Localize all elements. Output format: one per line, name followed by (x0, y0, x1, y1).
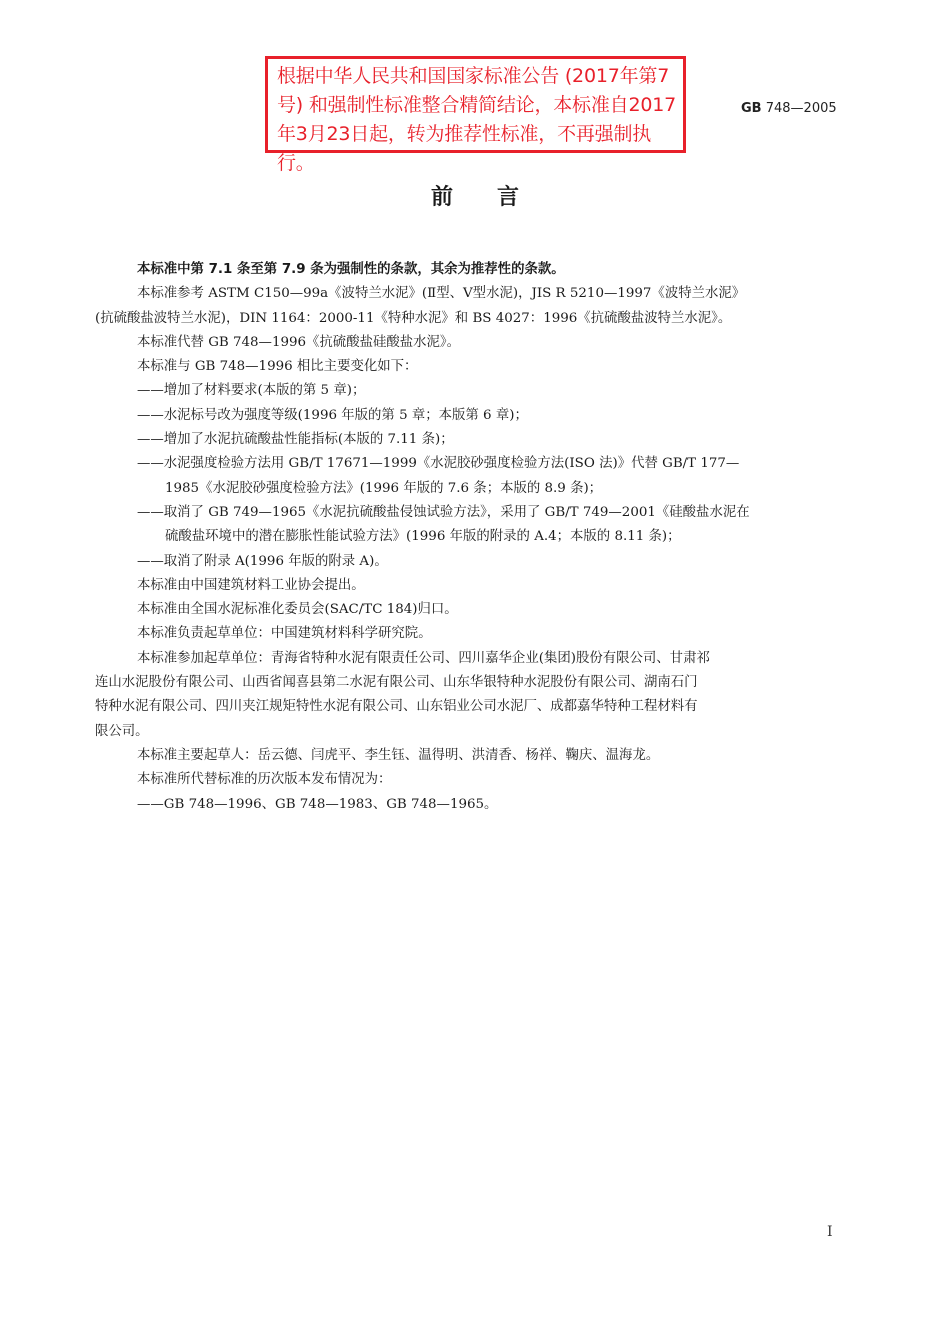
standard-number: 748—2005 (765, 101, 837, 116)
change-item-2: ——水泥标号改为强度等级(1996 年版的第 5 章；本版第 6 章)； (137, 407, 528, 423)
paragraph-changes-intro: 本标准与 GB 748—1996 相比主要变化如下： (137, 359, 418, 375)
paragraph-replaces: 本标准代替 GB 748—1996《抗硫酸盐硅酸盐水泥》。 (137, 334, 461, 350)
paragraph-history-intro: 本标准所代替标准的历次版本发布情况为： (137, 772, 392, 788)
paragraph-participating-units-line1: 本标准参加起草单位：青海省特种水泥有限责任公司、四川嘉华企业(集团)股份有限公司、甘肃祁 (137, 650, 710, 666)
change-item-3: ——增加了水泥抗硫酸盐性能指标(本版的 7.11 条)； (137, 432, 454, 448)
standard-prefix: GB (741, 101, 762, 116)
change-item-6: ——取消了附录 A(1996 年版的附录 A)。 (137, 553, 388, 569)
change-item-4-line1: ——水泥强度检验方法用 GB/T 17671—1999《水泥胶砂强度检验方法(ISO 法)》代替 GB/T 177— (137, 456, 740, 472)
paragraph-references-line2: (抗硫酸盐波特兰水泥)，DIN 1164：2000-11《特种水泥》和 BS 4027：1996《抗硫酸盐波特兰水泥》。 (95, 310, 732, 326)
foreword-body (95, 258, 843, 817)
paragraph-mandatory-clauses: 本标准中第 7.1 条至第 7.9 条为强制性的条款，其余为推荐性的条款。 (137, 262, 565, 277)
title-char-1: 前 (430, 185, 453, 210)
change-item-1: ——增加了材料要求(本版的第 5 章)； (137, 383, 366, 399)
change-item-4-line2: 1985《水泥胶砂强度检验方法》(1996 年版的 7.6 条；本版的 8.9 条)； (165, 480, 603, 496)
paragraph-participating-units-line3: 特种水泥有限公司、四川夹江规矩特性水泥有限公司、山东铝业公司水泥厂、成都嘉华特种工程材料有 (95, 699, 698, 715)
page-title (0, 180, 950, 211)
paragraph-drafting-unit: 本标准负责起草单位：中国建筑材料科学研究院。 (137, 626, 432, 642)
paragraph-drafters: 本标准主要起草人：岳云德、闫虎平、李生钰、温得明、洪清香、杨祥、鞠庆、温海龙。 (137, 747, 660, 763)
change-item-5-line1: ——取消了 GB 749—1965《水泥抗硫酸盐侵蚀试验方法》，采用了 GB/T 749—2001《硅酸盐水泥在 (137, 504, 750, 520)
paragraph-administered-by: 本标准由全国水泥标准化委员会(SAC/TC 184)归口。 (137, 602, 458, 618)
paragraph-participating-units-line2: 连山水泥股份有限公司、山西省闻喜县第二水泥有限公司、山东华银特种水泥股份有限公司、湖南石门 (95, 675, 698, 691)
page-number: I (827, 1224, 833, 1240)
paragraph-participating-units-line4: 限公司。 (95, 723, 149, 739)
paragraph-history-versions: ——GB 748—1996、GB 748—1983、GB 748—1965。 (137, 796, 498, 812)
standard-code (741, 101, 837, 116)
paragraph-proposed-by: 本标准由中国建筑材料工业协会提出。 (137, 577, 365, 593)
title-char-2: 言 (497, 185, 520, 210)
change-item-5-line2: 硫酸盐环境中的潜在膨胀性能试验方法》(1996 年版的附录的 A.4；本版的 8.11 条)； (165, 529, 681, 545)
paragraph-references-line1: 本标准参考 ASTM C150—99a《波特兰水泥》(Ⅱ型、Ⅴ型水泥)，JIS R 5210—1997《波特兰水泥》 (137, 286, 746, 302)
mandatory-status-notice: 根据中华人民共和国国家标准公告 (2017年第7号) 和强制性标准整合精简结论，本标准自2017年3月23日起，转为推荐性标准，不再强制执行。 (265, 56, 686, 153)
